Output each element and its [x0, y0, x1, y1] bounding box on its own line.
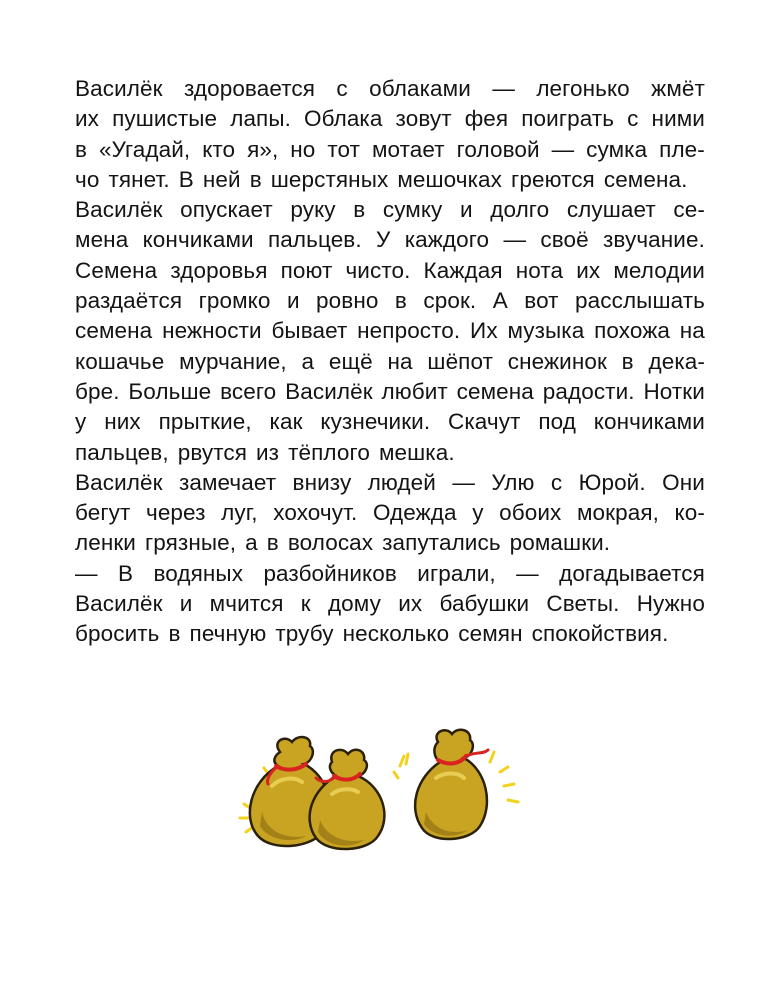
text-line: пальцев, рвутся из тёплого мешка. [75, 439, 455, 465]
seed-bag-right [415, 730, 488, 839]
text-line: бегут через луг, хохочут. Одежда у обоих мокрая, ко- [75, 500, 705, 526]
text-line: у них прыткие, как кузнечики. Скачут под кончиками [75, 409, 705, 435]
text-line: Василёк опускает руку в сумку и долго слушает се- [75, 197, 705, 223]
text-line: их пушистые лапы. Облака зовут фея поиграть с ними [75, 106, 705, 132]
text-line: мена кончиками пальцев. У каждого — своё звучание. [75, 227, 705, 253]
text-line: семена нежности бывает непросто. Их музыка похожа на [75, 318, 705, 344]
text-line: Василёк здоровается с облаками — легонько жмёт [75, 76, 705, 101]
text-line: бросить в печную трубу несколько семян спокойствия. [75, 621, 669, 647]
paragraph [75, 74, 705, 195]
text-line: в «Угадай, кто я», но тот мотает головой — сумка пле- [75, 136, 705, 162]
text-line: Василёк замечает внизу людей — Улю с Юрой. Они [75, 469, 705, 495]
text-line: кошачье мурчание, а ещё на шёпот снежинок в дека- [75, 348, 705, 374]
seed-bag-middle [310, 750, 385, 849]
text-line: — В водяных разбойников играли, — догадывается [75, 560, 705, 586]
text-line: бре. Больше всего Василёк любит семена радости. Нотки [75, 378, 705, 404]
paragraph [75, 559, 705, 650]
paragraph [75, 195, 705, 468]
story-text [75, 74, 705, 650]
text-line: чо тянет. В ней в шерстяных мешочках греются семена. [75, 166, 688, 192]
paragraph [75, 468, 705, 559]
text-line: раздаётся громко и ровно в срок. А вот расслышать [75, 288, 705, 314]
text-line: Семена здоровья поют чисто. Каждая нота их мелодии [75, 257, 705, 283]
text-line: ленки грязные, а в волосах запутались ромашки. [75, 530, 611, 556]
seed-bags-illustration [232, 712, 532, 862]
text-line: Василёк и мчится к дому их бабушки Светы. Нужно [75, 591, 705, 617]
